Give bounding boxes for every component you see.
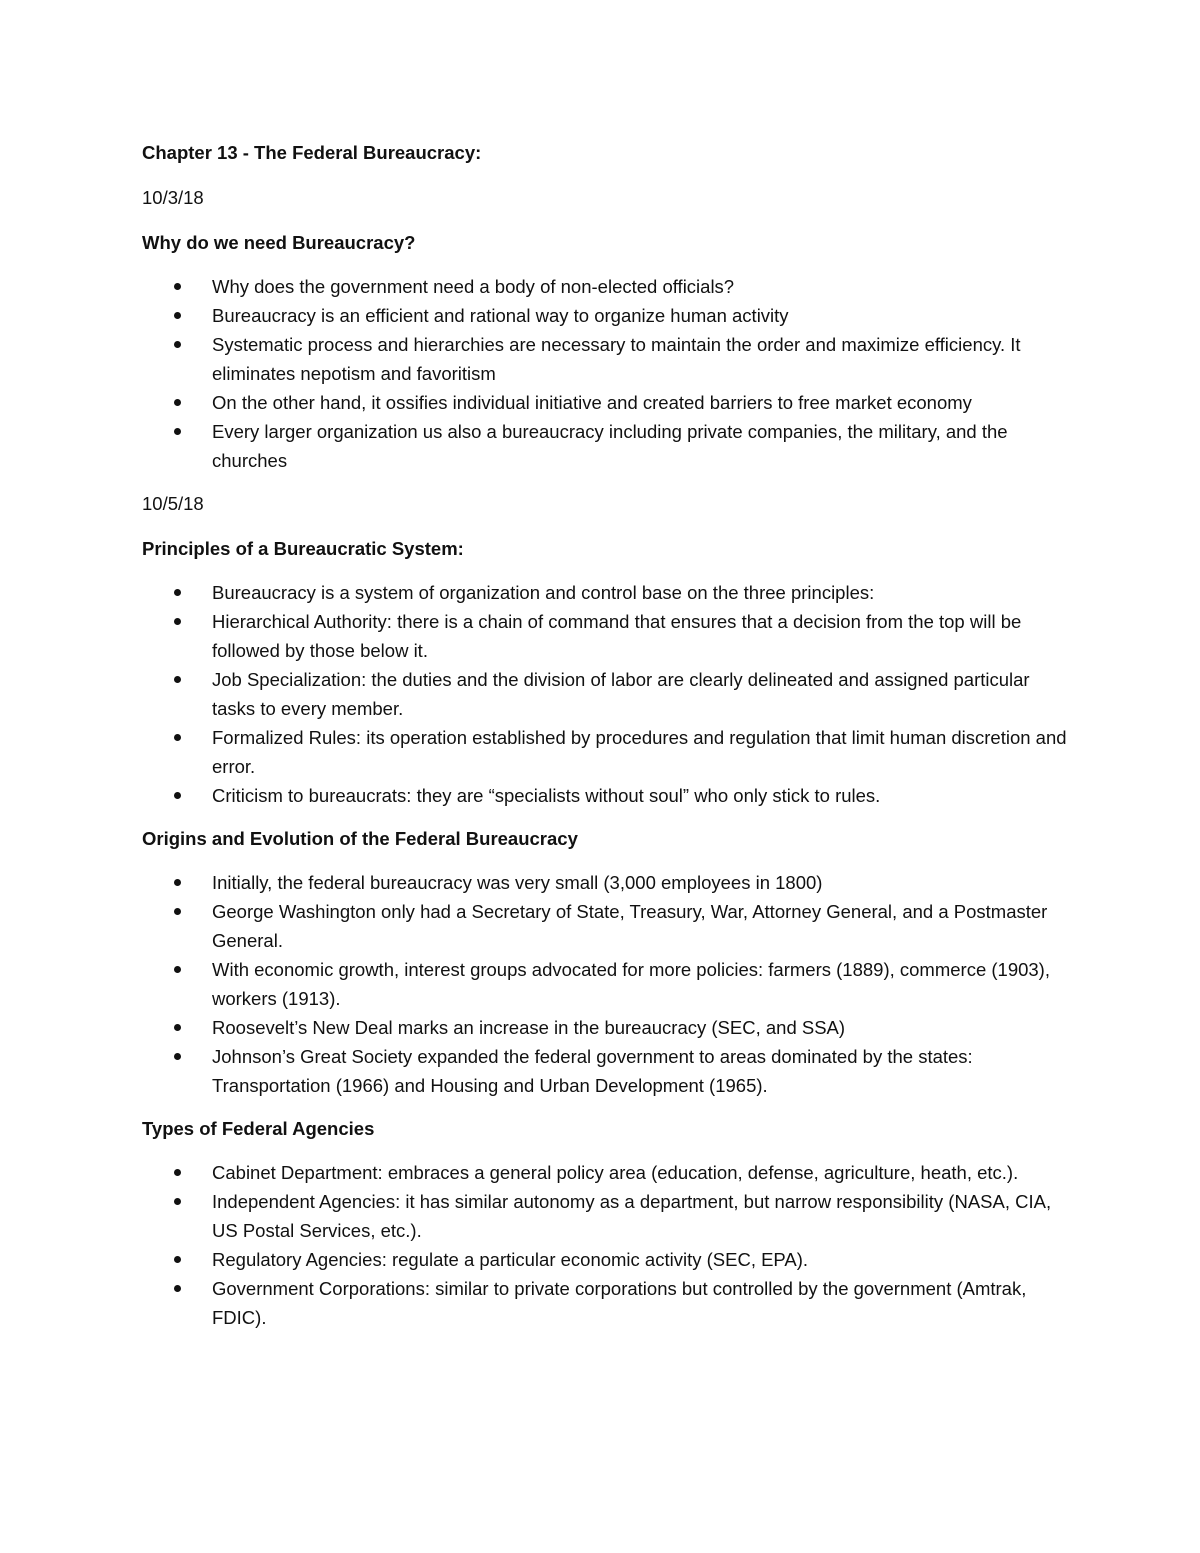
list-item xyxy=(142,330,1072,388)
list-item xyxy=(142,272,1072,301)
list-item xyxy=(142,607,1072,665)
bullet-icon xyxy=(174,676,181,683)
bullet-list xyxy=(142,272,1072,475)
list-item-text: Regulatory Agencies: regulate a particular economic activity (SEC, EPA). xyxy=(212,1249,809,1270)
bullet-icon xyxy=(174,1024,181,1031)
list-item-text: Criticism to bureaucrats: they are “specialists without soul” who only stick to rules. xyxy=(212,785,881,806)
bullet-icon xyxy=(174,1169,181,1176)
bullet-icon xyxy=(174,312,181,319)
list-item-text: Every larger organization us also a bureaucracy including private companies, the military, and the churches xyxy=(212,421,1008,471)
list-item xyxy=(142,897,1072,955)
bullet-icon xyxy=(174,734,181,741)
list-item xyxy=(142,723,1072,781)
section-heading: Principles of a Bureaucratic System: xyxy=(142,538,464,559)
list-item-text: Government Corporations: similar to private corporations but controlled by the government (Amtrak, FDIC). xyxy=(212,1278,1027,1328)
list-item-text: Johnson’s Great Society expanded the federal government to areas dominated by the states: Transportation (1966) and Housing and Urban Development (1965). xyxy=(212,1046,973,1096)
list-item xyxy=(142,955,1072,1013)
section-heading: Origins and Evolution of the Federal Bureaucracy xyxy=(142,828,578,849)
bullet-icon xyxy=(174,589,181,596)
list-item xyxy=(142,417,1072,475)
list-item xyxy=(142,868,1072,897)
list-item xyxy=(142,578,1072,607)
list-item-text: Bureaucracy is an efficient and rational way to organize human activity xyxy=(212,305,789,326)
list-item xyxy=(142,1158,1072,1187)
bullet-icon xyxy=(174,966,181,973)
list-item-text: George Washington only had a Secretary of State, Treasury, War, Attorney General, and a Postmaster General. xyxy=(212,901,1048,951)
bullet-icon xyxy=(174,1256,181,1263)
bullet-icon xyxy=(174,618,181,625)
list-item-text: Systematic process and hierarchies are necessary to maintain the order and maximize efficiency. It eliminates nepotism and favoritism xyxy=(212,334,1021,384)
list-item-text: Roosevelt’s New Deal marks an increase in the bureaucracy (SEC, and SSA) xyxy=(212,1017,846,1038)
bullet-list xyxy=(142,868,1072,1100)
list-item xyxy=(142,1274,1072,1332)
list-item xyxy=(142,1187,1072,1245)
bullet-icon xyxy=(174,1053,181,1060)
list-item-text: On the other hand, it ossifies individual initiative and created barriers to free market economy xyxy=(212,392,972,413)
bullet-icon xyxy=(174,428,181,435)
list-item xyxy=(142,1042,1072,1100)
list-item-text: Why does the government need a body of non-elected officials? xyxy=(212,276,735,297)
bullet-icon xyxy=(174,399,181,406)
bullet-list xyxy=(142,1158,1072,1332)
list-item xyxy=(142,301,1072,330)
bullet-icon xyxy=(174,283,181,290)
list-item-text: Bureaucracy is a system of organization and control base on the three principles: xyxy=(212,582,875,603)
list-item xyxy=(142,1013,1072,1042)
bullet-icon xyxy=(174,1198,181,1205)
section-date: 10/5/18 xyxy=(142,493,204,514)
list-item xyxy=(142,781,1072,810)
bullet-icon xyxy=(174,1285,181,1292)
list-item xyxy=(142,388,1072,417)
list-item-text: Cabinet Department: embraces a general policy area (education, defense, agriculture, heath, etc.). xyxy=(212,1162,1019,1183)
list-item-text: Initially, the federal bureaucracy was very small (3,000 employees in 1800) xyxy=(212,872,823,893)
bullet-icon xyxy=(174,792,181,799)
section-heading: Types of Federal Agencies xyxy=(142,1118,375,1139)
list-item-text: Hierarchical Authority: there is a chain of command that ensures that a decision from the top will be followed by those below it. xyxy=(212,611,1022,661)
list-item-text: Formalized Rules: its operation established by procedures and regulation that limit human discretion and error. xyxy=(212,727,1067,777)
list-item-text: Job Specialization: the duties and the division of labor are clearly delineated and assigned particular tasks to every member. xyxy=(212,669,1030,719)
document-page xyxy=(142,138,1072,1346)
document-title: Chapter 13 - The Federal Bureaucracy: xyxy=(142,142,482,163)
list-item xyxy=(142,665,1072,723)
list-item-text: Independent Agencies: it has similar autonomy as a department, but narrow responsibility (NASA, CIA, US Postal Services, etc.). xyxy=(212,1191,1052,1241)
bullet-icon xyxy=(174,341,181,348)
bullet-icon xyxy=(174,879,181,886)
bullet-list xyxy=(142,578,1072,810)
list-item xyxy=(142,1245,1072,1274)
bullet-icon xyxy=(174,908,181,915)
list-item-text: With economic growth, interest groups advocated for more policies: farmers (1889), commerce (1903), workers (1913). xyxy=(212,959,1050,1009)
section-heading: Why do we need Bureaucracy? xyxy=(142,232,416,253)
section-date: 10/3/18 xyxy=(142,187,204,208)
